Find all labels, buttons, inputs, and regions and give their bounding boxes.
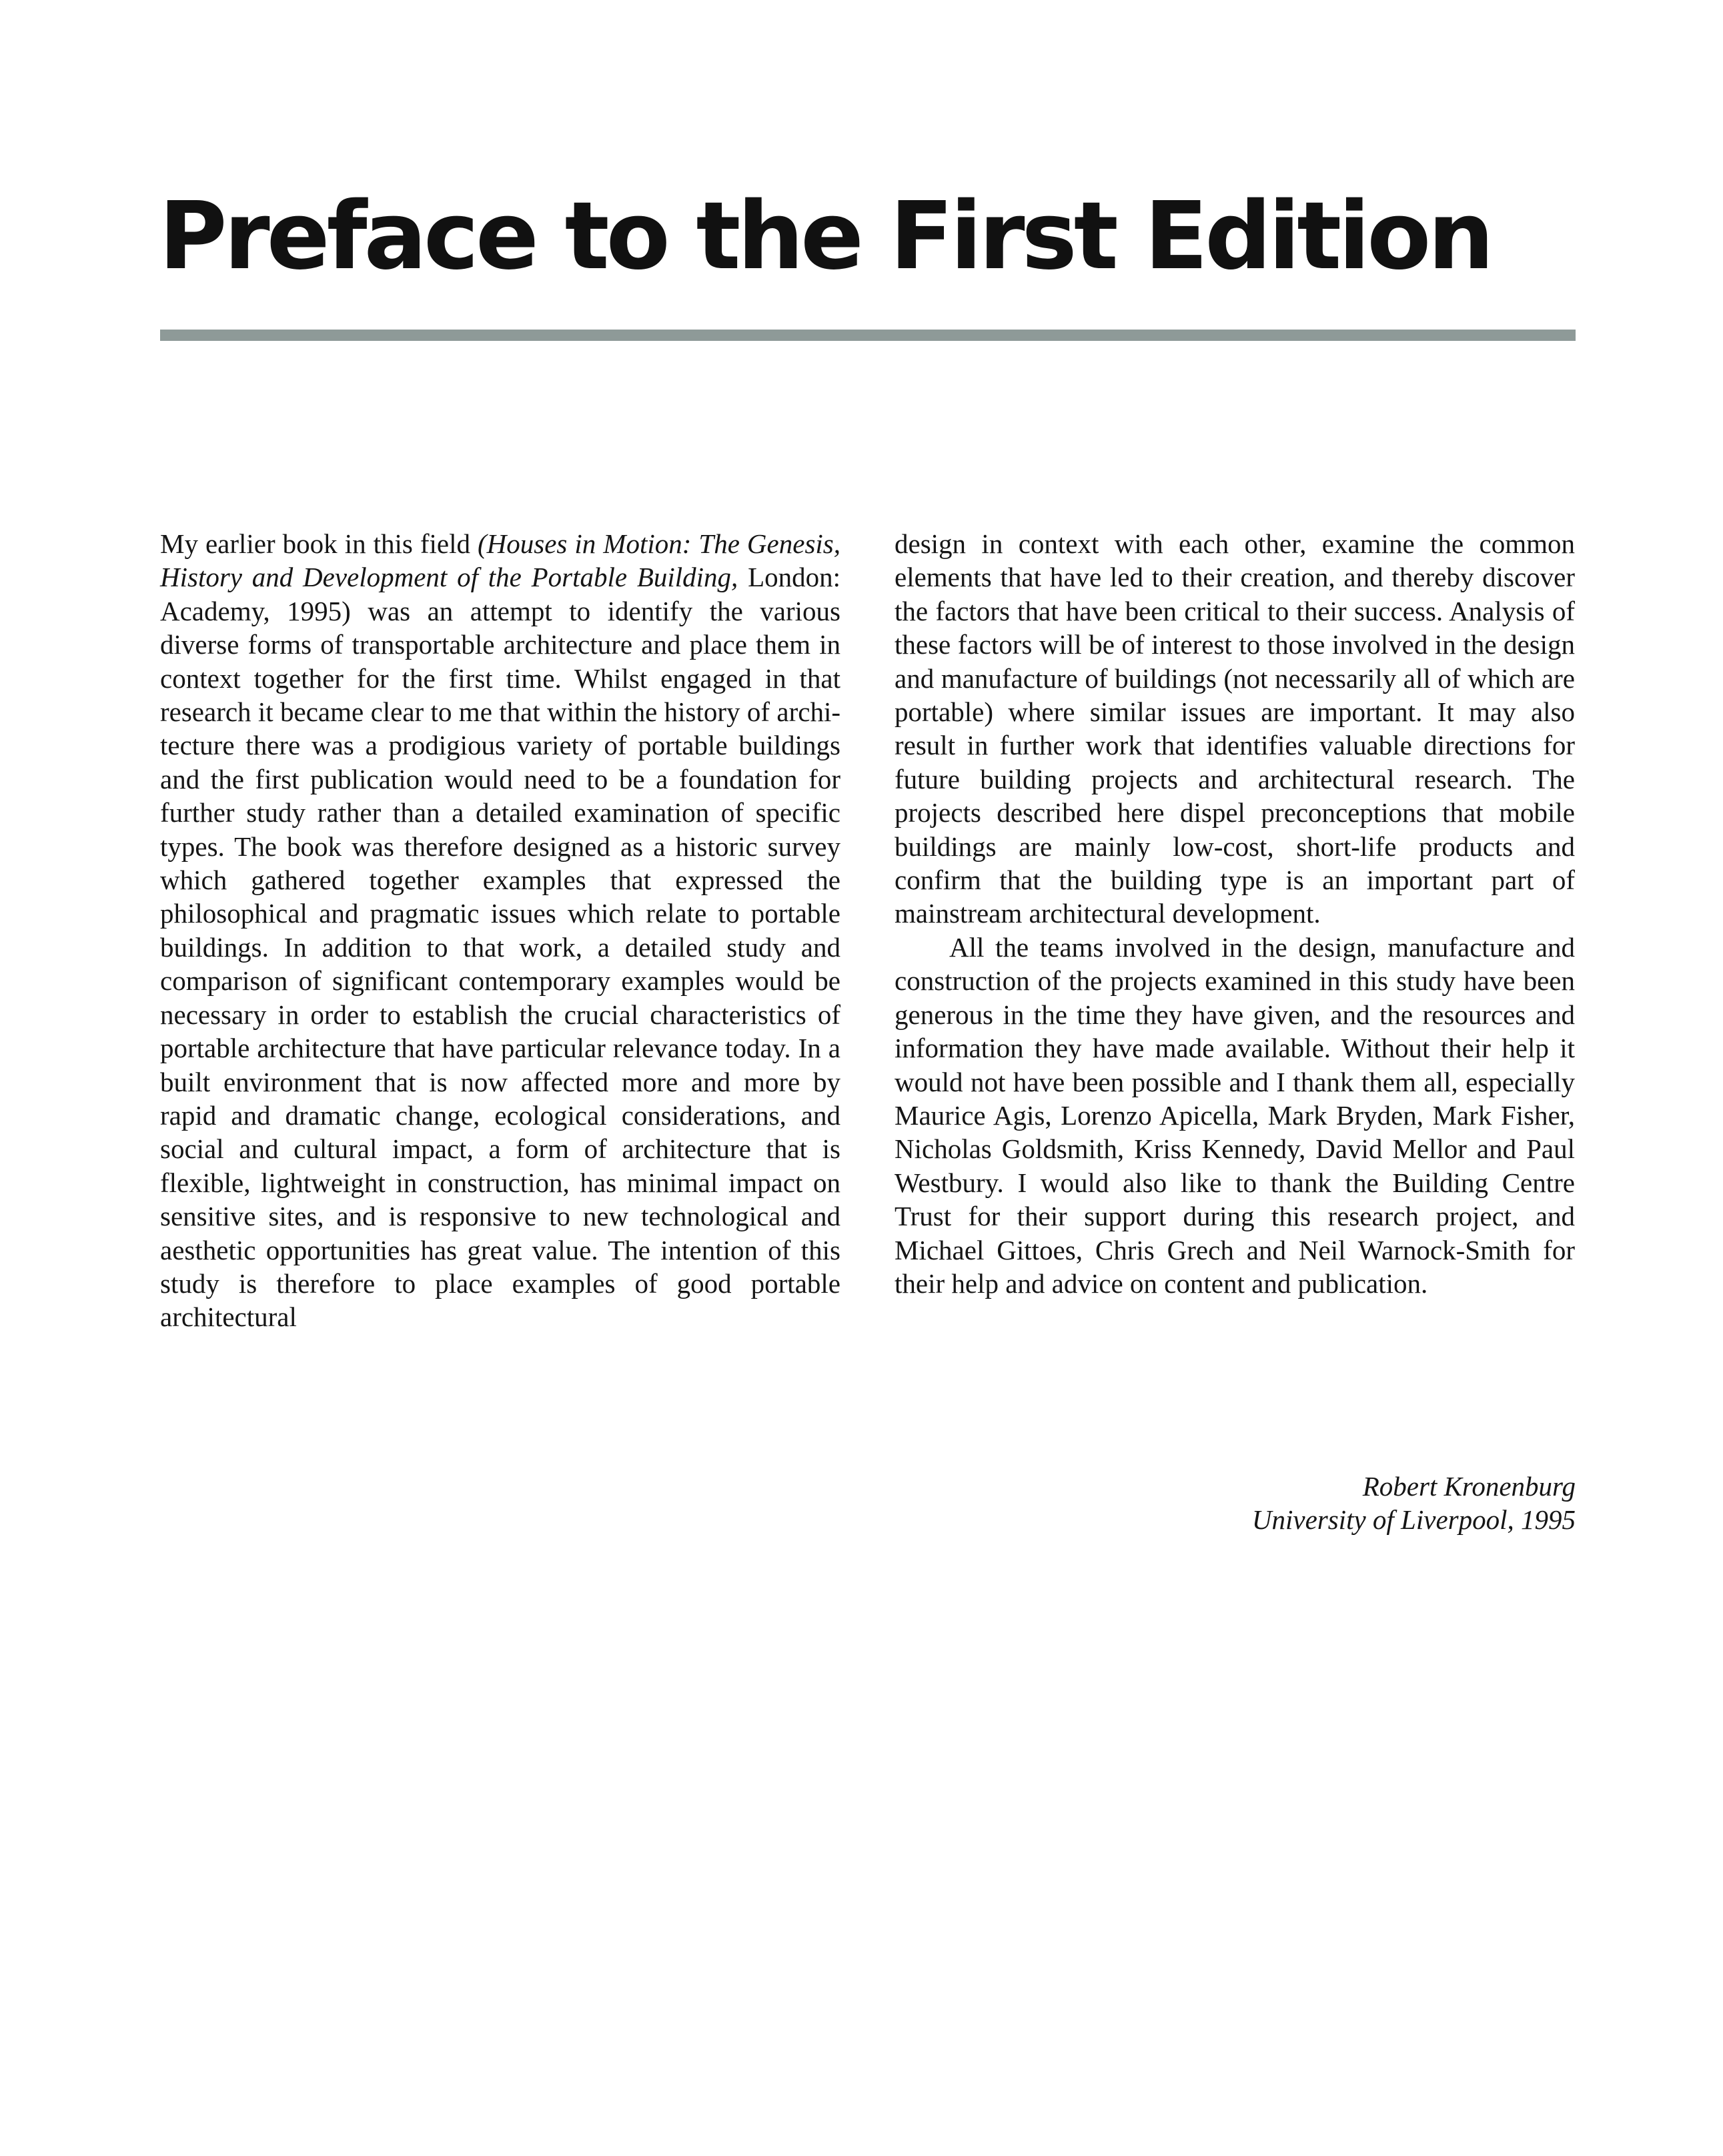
signature-affiliation: University of Liverpool, 1995 [1251,1504,1576,1536]
signature-author: Robert Kronenburg [1362,1471,1576,1502]
page-title: Preface to the First Edition [159,182,1492,291]
p1-intro: My earlier book in this field [160,528,478,559]
paragraph-2: All the teams involved in the design, manufacture and construction of the projects examined in this study have been generous in the time they have given, and the resources and information they have made available. Without their help it would not have been possible and I thank them all, especially Maurice Agis, Lorenzo Apicella, Mark Bryden, Mark Fisher, Nicholas Goldsmith, Kriss Kennedy, David Mellor and Paul Westbury. I would also like to thank the Building Centre Trust for their support during this research project, and Michael Gittoes, Chris Grech and Neil Warnock-Smith for their help and advice on content and publication. [895,931,1575,1299]
p1-text-left: London: Academy, 1995) was an attempt to identify the various diverse forms of transportable architecture and place them in context together for the first time. Whilst engaged in that research it became clear to me that within the history of architecture there was a prodigious variety of portable buildings and the first publication would need to be a foundation for further study rather than a detailed examination of specific types. The book was therefore designed as a historic survey which gathered together examples that expressed the philosophical and pragmatic issues which relate to portable buildings. In addition to that work, a detailed study and comparison of significant contemporary examples would be necessary in order to establish the crucial characteristics of portable architecture that have particular relevance today. In a built environment that is now affected more and more by rapid and dramatic change, ecological considerations, and social and cultural impact, a form of architecture that is flexible, lightweight in construction, has minimal impact on sensitive sites, and is responsive to new technological and aesthetic opportunities has great value. The intention of this study is therefore to place examples of good portable architectural [160,562,841,1333]
title-rule [160,330,1576,341]
right-column [895,527,1575,1300]
signature [1252,1470,1576,1537]
p1-text-right: design in context with each other, examine the common elements that have led to their creation, and thereby discover the factors that have been critical to their success. Analysis of these factors will be of interest to those involved in the design and manufacture of buildings (not necessarily all of which are portable) where similar issues are important. It may also result in further work that identifies valuable directions for future building projects and architectural research. The projects described here dispel preconceptions that mobile buildings are mainly low-cost, short-life products and confirm that the building type is an important part of mainstream architectural development. [895,528,1575,929]
book-title: (Houses in Motion: The Genesis, History and Development of the Portable Building, [160,528,840,593]
paragraph-1-part-1 [160,527,840,1334]
left-column [160,527,840,1334]
paragraph-1-part-2 [895,527,1575,931]
